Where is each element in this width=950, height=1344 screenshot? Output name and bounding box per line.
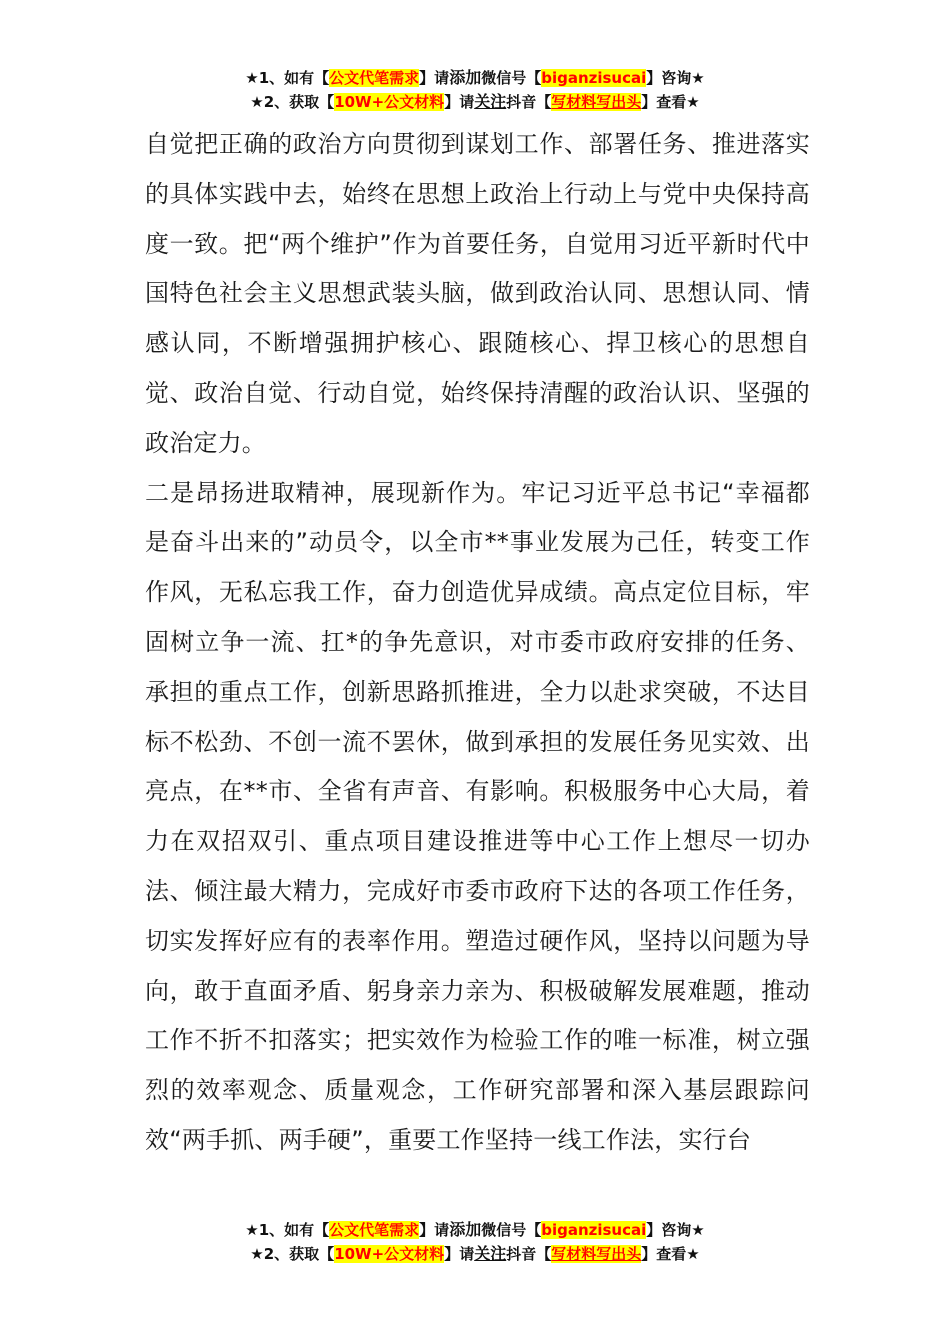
banner-text: 】请 xyxy=(419,69,450,87)
banner-text: 】咨询★ xyxy=(646,1221,705,1239)
banner-text: 】请 xyxy=(444,1245,475,1263)
highlight-service-tag: 公文代笔需求 xyxy=(329,1221,420,1239)
banner-line-1 xyxy=(0,1218,950,1242)
paragraph: 自觉把正确的政治方向贯彻到谋划工作、部署任务、推进落实的具体实践中去，始终在思想上政治上行动上与党中央保持高度一致。把“两个维护”作为首要任务，自觉用习近平新时代中国特色社会主义思想武装头脑，做到政治认同、思想认同、情感认同，不断增强拥护核心、跟随核心、捍卫核心的思想自觉、政治自觉、行动自觉，始终保持清醒的政治认识、坚强的政治定力。 xyxy=(145,130,810,457)
banner-emphasis: 添加 xyxy=(449,68,482,87)
banner-text: 抖音【 xyxy=(506,93,552,111)
paragraph: 二是昂扬进取精神，展现新作为。牢记习近平总书记“幸福都是奋斗出来的”动员令，以全市**事业发展为己任，转变工作作风，无私忘我工作，奋力创造优异成绩。高点定位目标，牢固树立争一流、扛*的争先意识，对市委市政府安排的任务、承担的重点工作，创新思路抓推进，全力以赴求突破，不达目标不松劲、不创一流不罢休，做到承担的发展任务见实效、出亮点，在**市、全省有声音、有影响。积极服务中心大局，着力在双招双引、重点项目建设推进等中心工作上想尽一切办法、倾注最大精力，完成好市委市政府下达的各项工作任务，切实发挥好应有的表率作用。塑造过硬作风，坚持以问题为导向，敢于直面矛盾、躬身亲力亲为、积极破解发展难题，推动工作不折不扣落实；把实效作为检验工作的唯一标准，树立强烈的效率观念、质量观念，工作研究部署和深入基层跟踪问效“两手抓、两手硬”，重要工作坚持一线工作法，实行台 xyxy=(145,478,810,1154)
footer-banner xyxy=(0,1218,950,1266)
banner-text: 微信号【 xyxy=(481,69,542,87)
banner-line-1 xyxy=(0,66,950,90)
banner-text: 】咨询★ xyxy=(646,69,705,87)
banner-line-2 xyxy=(0,90,950,114)
banner-emphasis: 关注 xyxy=(474,1244,507,1263)
header-banner xyxy=(0,66,950,114)
banner-line-2 xyxy=(0,1242,950,1266)
banner-emphasis: 添加 xyxy=(449,1220,482,1239)
banner-text: ★1、如有【 xyxy=(245,69,330,87)
banner-text: 】请 xyxy=(419,1221,450,1239)
highlight-material-tag: 10W+公文材料 xyxy=(334,1245,445,1263)
banner-text: 微信号【 xyxy=(481,1221,542,1239)
banner-text: 抖音【 xyxy=(506,1245,552,1263)
highlight-wechat-id: biganzisucai xyxy=(541,69,647,87)
banner-text: 】查看★ xyxy=(641,1245,700,1263)
banner-emphasis: 关注 xyxy=(474,92,507,111)
banner-text: 】查看★ xyxy=(641,93,700,111)
banner-text: ★2、获取【 xyxy=(250,93,335,111)
banner-text: ★2、获取【 xyxy=(250,1245,335,1263)
highlight-service-tag: 公文代笔需求 xyxy=(329,69,420,87)
highlight-wechat-id: biganzisucai xyxy=(541,1221,647,1239)
banner-text: 】请 xyxy=(444,93,475,111)
document-body xyxy=(145,120,810,1166)
highlight-douyin-id: 写材料写出头 xyxy=(551,93,642,111)
banner-text: ★1、如有【 xyxy=(245,1221,330,1239)
highlight-material-tag: 10W+公文材料 xyxy=(334,93,445,111)
highlight-douyin-id: 写材料写出头 xyxy=(551,1245,642,1263)
